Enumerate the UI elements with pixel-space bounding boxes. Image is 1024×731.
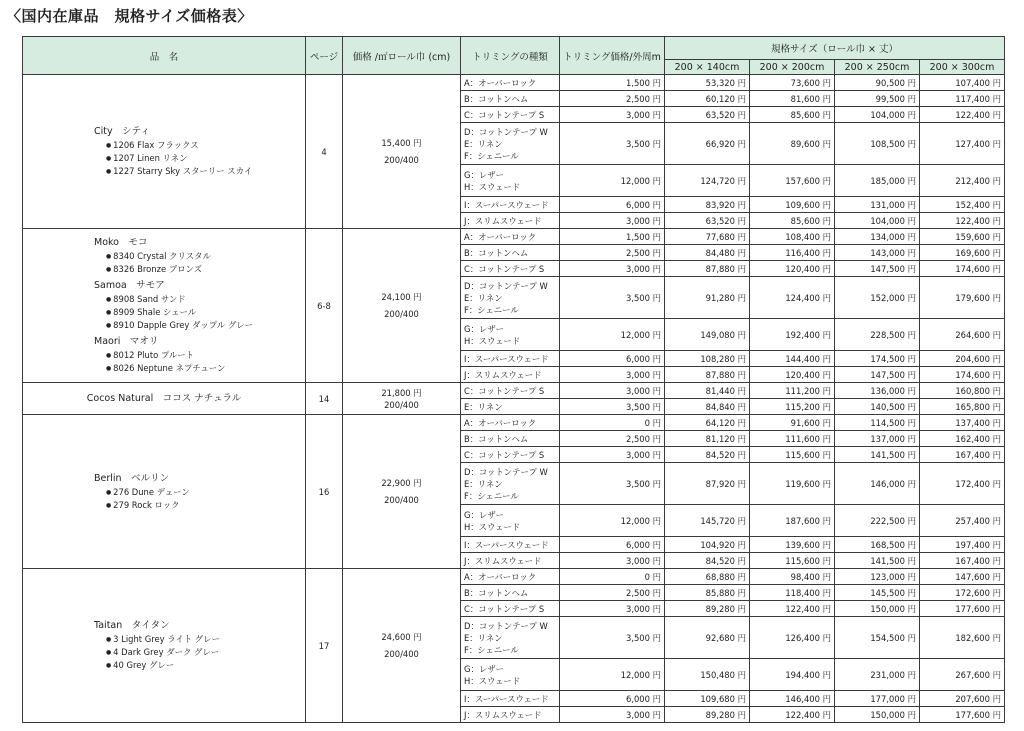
size-price: 73,600 円 xyxy=(750,75,835,91)
size-price: 267,600 円 xyxy=(920,659,1005,691)
trim-price: 2,500 円 xyxy=(560,431,665,447)
trim-type-label: C：コットンテープ S xyxy=(464,449,545,460)
size-price: 141,500 円 xyxy=(835,553,920,569)
trim-type-label: A：オーバーロック xyxy=(464,417,537,428)
size-price: 146,400 円 xyxy=(750,691,835,707)
size-price: 159,600 円 xyxy=(920,229,1005,245)
page-title: 〈国内在庫品 規格サイズ価格表〉 xyxy=(6,7,253,25)
size-price: 77,680 円 xyxy=(665,229,750,245)
size-price: 137,400 円 xyxy=(920,415,1005,431)
size-price: 172,600 円 xyxy=(920,585,1005,601)
trim-type xyxy=(461,707,560,723)
size-price: 136,000 円 xyxy=(835,383,920,399)
size-price: 145,500 円 xyxy=(835,585,920,601)
trim-price: 3,500 円 xyxy=(560,399,665,415)
price-per-sqm: 15,400 円 xyxy=(381,137,422,148)
price-per-sqm: 24,600 円 xyxy=(381,631,422,642)
table-body xyxy=(23,75,1005,723)
trim-type-label: H：スウェード xyxy=(464,335,521,346)
size-price: 126,400 円 xyxy=(750,617,835,659)
size-price: 104,920 円 xyxy=(665,537,750,553)
product-cell xyxy=(23,229,306,383)
trim-type-label: B：コットンヘム xyxy=(464,93,529,104)
size-price: 157,600 円 xyxy=(750,165,835,197)
size-price: 264,600 円 xyxy=(920,319,1005,351)
size-price: 114,500 円 xyxy=(835,415,920,431)
trim-type xyxy=(461,383,560,399)
size-price: 81,600 円 xyxy=(750,91,835,107)
trim-price: 12,000 円 xyxy=(560,319,665,351)
size-price: 150,480 円 xyxy=(665,659,750,691)
size-price: 174,600 円 xyxy=(920,261,1005,277)
product-name: Taitan タイタン xyxy=(94,620,170,631)
size-price: 152,000 円 xyxy=(835,277,920,319)
product-variant: ● 8909 Shale シェール xyxy=(26,306,302,319)
product-cell xyxy=(23,415,306,569)
size-price: 68,880 円 xyxy=(665,569,750,585)
price-per-sqm: 21,800 円 xyxy=(381,387,422,398)
size-price: 172,400 円 xyxy=(920,463,1005,505)
trim-type xyxy=(461,75,560,91)
trim-type xyxy=(461,229,560,245)
trim-price: 12,000 円 xyxy=(560,165,665,197)
roll-width: 200/400 xyxy=(384,308,419,319)
trim-type xyxy=(461,165,560,197)
product-name: Moko モコ xyxy=(94,237,148,248)
roll-width: 200/400 xyxy=(384,494,419,505)
trim-type-label: F：シェニール xyxy=(464,150,519,161)
size-price: 89,280 円 xyxy=(665,707,750,723)
size-price: 145,720 円 xyxy=(665,505,750,537)
header-sizes-group: 規格サイズ（ロール巾 × 丈） xyxy=(665,37,1005,60)
size-price: 63,520 円 xyxy=(665,213,750,229)
size-price: 147,600 円 xyxy=(920,569,1005,585)
size-price: 207,600 円 xyxy=(920,691,1005,707)
size-price: 134,000 円 xyxy=(835,229,920,245)
size-price: 162,400 円 xyxy=(920,431,1005,447)
size-price: 109,680 円 xyxy=(665,691,750,707)
size-price: 137,000 円 xyxy=(835,431,920,447)
size-price: 192,400 円 xyxy=(750,319,835,351)
trim-type-label: F：シェニール xyxy=(464,304,519,315)
size-price: 92,680 円 xyxy=(665,617,750,659)
trim-type xyxy=(461,107,560,123)
size-price: 143,000 円 xyxy=(835,245,920,261)
trim-price: 3,000 円 xyxy=(560,707,665,723)
roll-width: 200/400 xyxy=(384,399,419,410)
trim-price: 1,500 円 xyxy=(560,229,665,245)
trim-price: 3,000 円 xyxy=(560,107,665,123)
size-price: 177,600 円 xyxy=(920,707,1005,723)
trim-price: 3,000 円 xyxy=(560,447,665,463)
trim-price: 3,000 円 xyxy=(560,213,665,229)
size-price: 66,920 円 xyxy=(665,123,750,165)
trim-type-label: C：コットンテープ S xyxy=(464,263,545,274)
size-price: 98,400 円 xyxy=(750,569,835,585)
trim-type-label: E：リネン xyxy=(464,478,503,489)
size-price: 115,200 円 xyxy=(750,399,835,415)
product-name: Berlin ベルリン xyxy=(94,472,170,484)
product-variant: ● 1206 Flax フラックス xyxy=(26,139,302,152)
trim-type-label: B：コットンヘム xyxy=(464,247,529,258)
roll-width: 200/400 xyxy=(384,648,419,659)
trim-price: 3,500 円 xyxy=(560,463,665,505)
header-size-col: 200 × 250cm xyxy=(835,60,920,75)
trim-type-label: H：スウェード xyxy=(464,521,521,532)
size-price: 197,400 円 xyxy=(920,537,1005,553)
trim-type-label: I：スーパースウェード xyxy=(464,199,549,210)
size-price: 174,600 円 xyxy=(920,367,1005,383)
trim-type-label: C：コットンテープ S xyxy=(464,109,545,120)
trim-price: 1,500 円 xyxy=(560,75,665,91)
trim-price: 6,000 円 xyxy=(560,691,665,707)
page-number: 4 xyxy=(306,75,343,229)
size-price: 111,600 円 xyxy=(750,431,835,447)
trim-type xyxy=(461,463,560,505)
trim-type-label: E：リネン xyxy=(464,292,503,303)
trim-type xyxy=(461,261,560,277)
product-name: City シティ xyxy=(94,126,150,137)
size-price: 167,400 円 xyxy=(920,447,1005,463)
product-cell xyxy=(23,569,306,723)
size-price: 115,600 円 xyxy=(750,447,835,463)
size-price: 228,500 円 xyxy=(835,319,920,351)
trim-price: 3,000 円 xyxy=(560,383,665,399)
trim-price: 3,500 円 xyxy=(560,277,665,319)
trim-price: 0 円 xyxy=(560,415,665,431)
size-price: 150,000 円 xyxy=(835,707,920,723)
size-price: 194,400 円 xyxy=(750,659,835,691)
size-price: 117,400 円 xyxy=(920,91,1005,107)
size-price: 115,600 円 xyxy=(750,553,835,569)
trim-type xyxy=(461,399,560,415)
size-price: 64,120 円 xyxy=(665,415,750,431)
header-size-col: 200 × 300cm xyxy=(920,60,1005,75)
trim-type xyxy=(461,553,560,569)
size-price: 120,400 円 xyxy=(750,367,835,383)
trim-type-label: D：コットンテープ W xyxy=(464,620,548,631)
table-row xyxy=(23,569,1005,585)
size-price: 123,000 円 xyxy=(835,569,920,585)
trim-type xyxy=(461,415,560,431)
price-cell xyxy=(343,569,461,723)
size-price: 119,600 円 xyxy=(750,463,835,505)
header-size-col: 200 × 200cm xyxy=(750,60,835,75)
trim-type xyxy=(461,213,560,229)
product-name: Cocos Natural ココス ナチュラル xyxy=(86,392,242,404)
product-variant: ● 8026 Neptune ネプチューン xyxy=(26,362,302,375)
price-table xyxy=(22,36,1005,723)
size-price: 147,500 円 xyxy=(835,261,920,277)
page-number: 14 xyxy=(306,383,343,415)
size-price: 168,500 円 xyxy=(835,537,920,553)
trim-price: 6,000 円 xyxy=(560,351,665,367)
size-price: 91,600 円 xyxy=(750,415,835,431)
size-price: 81,440 円 xyxy=(665,383,750,399)
trim-price: 3,000 円 xyxy=(560,367,665,383)
size-price: 108,400 円 xyxy=(750,229,835,245)
table-row xyxy=(23,75,1005,91)
size-price: 147,500 円 xyxy=(835,367,920,383)
trim-type-label: B：コットンヘム xyxy=(464,433,529,444)
size-price: 111,200 円 xyxy=(750,383,835,399)
trim-type xyxy=(461,197,560,213)
size-price: 85,880 円 xyxy=(665,585,750,601)
product-variant: ● 8910 Dapple Grey ダップル グレー xyxy=(26,319,302,332)
size-price: 109,600 円 xyxy=(750,197,835,213)
trim-type-label: E：リネン xyxy=(464,138,503,149)
page-number: 16 xyxy=(306,415,343,569)
trim-price: 3,000 円 xyxy=(560,261,665,277)
trim-price: 2,500 円 xyxy=(560,245,665,261)
price-per-sqm: 22,900 円 xyxy=(381,477,422,488)
size-price: 85,600 円 xyxy=(750,213,835,229)
size-price: 87,920 円 xyxy=(665,463,750,505)
page-number: 17 xyxy=(306,569,343,723)
product-variant: ● 8340 Crystal クリスタル xyxy=(26,250,302,263)
price-cell xyxy=(343,415,461,569)
trim-type-label: I：スーパースウェード xyxy=(464,539,549,550)
size-price: 141,500 円 xyxy=(835,447,920,463)
size-price: 144,400 円 xyxy=(750,351,835,367)
table-row xyxy=(23,383,1005,399)
trim-type-label: A：オーバーロック xyxy=(464,77,537,88)
size-price: 99,500 円 xyxy=(835,91,920,107)
size-price: 104,000 円 xyxy=(835,107,920,123)
product-variant: ● 3 Light Grey ライト グレー xyxy=(26,633,302,646)
trim-type-label: H：スウェード xyxy=(464,181,521,192)
trim-price: 6,000 円 xyxy=(560,537,665,553)
size-price: 185,000 円 xyxy=(835,165,920,197)
trim-type-label: F：シェニール xyxy=(464,644,519,655)
size-price: 89,280 円 xyxy=(665,601,750,617)
header-trim-type: トリミングの種類 xyxy=(461,37,560,75)
size-price: 60,120 円 xyxy=(665,91,750,107)
size-price: 84,520 円 xyxy=(665,553,750,569)
size-price: 257,400 円 xyxy=(920,505,1005,537)
trim-price: 12,000 円 xyxy=(560,505,665,537)
size-price: 63,520 円 xyxy=(665,107,750,123)
trim-price: 12,000 円 xyxy=(560,659,665,691)
trim-type-label: C：コットンテープ S xyxy=(464,385,545,396)
size-price: 150,000 円 xyxy=(835,601,920,617)
size-price: 154,500 円 xyxy=(835,617,920,659)
trim-type-label: D：コットンテープ W xyxy=(464,466,548,477)
size-price: 131,000 円 xyxy=(835,197,920,213)
size-price: 139,600 円 xyxy=(750,537,835,553)
trim-type xyxy=(461,277,560,319)
size-price: 91,280 円 xyxy=(665,277,750,319)
trim-type-label: B：コットンヘム xyxy=(464,587,529,598)
trim-type xyxy=(461,447,560,463)
header-name: 品 名 xyxy=(23,37,306,75)
trim-type-label: G：レザー xyxy=(464,663,504,674)
trim-price: 6,000 円 xyxy=(560,197,665,213)
trim-price: 3,500 円 xyxy=(560,123,665,165)
size-price: 84,480 円 xyxy=(665,245,750,261)
trim-type xyxy=(461,91,560,107)
trim-type-label: H：スウェード xyxy=(464,675,521,686)
size-price: 165,800 円 xyxy=(920,399,1005,415)
product-name: Samoa サモア xyxy=(94,280,165,291)
size-price: 107,400 円 xyxy=(920,75,1005,91)
trim-type-label: G：レザー xyxy=(464,169,504,180)
trim-type xyxy=(461,617,560,659)
header-size-col: 200 × 140cm xyxy=(665,60,750,75)
product-cell xyxy=(23,383,306,415)
size-price: 204,600 円 xyxy=(920,351,1005,367)
product-name: Maori マオリ xyxy=(94,336,159,347)
size-price: 83,920 円 xyxy=(665,197,750,213)
size-price: 140,500 円 xyxy=(835,399,920,415)
size-price: 231,000 円 xyxy=(835,659,920,691)
size-price: 124,720 円 xyxy=(665,165,750,197)
trim-type xyxy=(461,351,560,367)
size-price: 160,800 円 xyxy=(920,383,1005,399)
trim-type-label: E：リネン xyxy=(464,632,503,643)
trim-price: 2,500 円 xyxy=(560,585,665,601)
trim-type xyxy=(461,601,560,617)
trim-type-label: J：スリムスウェード xyxy=(464,709,542,720)
price-cell xyxy=(343,229,461,383)
table-row xyxy=(23,415,1005,431)
page-number: 6-8 xyxy=(306,229,343,383)
trim-price: 3,000 円 xyxy=(560,601,665,617)
product-variant: ● 276 Dune デューン xyxy=(26,486,302,499)
product-variant: ● 40 Grey グレー xyxy=(26,659,302,672)
trim-type-label: J：スリムスウェード xyxy=(464,215,542,226)
price-cell xyxy=(343,383,461,415)
product-variant: ● 279 Rock ロック xyxy=(26,499,302,512)
size-price: 81,120 円 xyxy=(665,431,750,447)
trim-type-label: I：スーパースウェード xyxy=(464,353,549,364)
trim-type xyxy=(461,691,560,707)
trim-type xyxy=(461,367,560,383)
size-price: 149,080 円 xyxy=(665,319,750,351)
size-price: 120,400 円 xyxy=(750,261,835,277)
trim-price: 3,000 円 xyxy=(560,553,665,569)
size-price: 87,880 円 xyxy=(665,261,750,277)
size-price: 53,320 円 xyxy=(665,75,750,91)
size-price: 87,880 円 xyxy=(665,367,750,383)
trim-type-label: C：コットンテープ S xyxy=(464,603,545,614)
size-price: 84,840 円 xyxy=(665,399,750,415)
trim-price: 3,500 円 xyxy=(560,617,665,659)
product-variant: ● 8012 Pluto プルート xyxy=(26,349,302,362)
trim-type-label: E：リネン xyxy=(464,401,503,412)
size-price: 90,500 円 xyxy=(835,75,920,91)
size-price: 182,600 円 xyxy=(920,617,1005,659)
product-variant: ● 1207 Linen リネン xyxy=(26,152,302,165)
size-price: 122,400 円 xyxy=(920,107,1005,123)
trim-type-label: J：スリムスウェード xyxy=(464,369,542,380)
roll-width: 200/400 xyxy=(384,154,419,165)
trim-type xyxy=(461,319,560,351)
size-price: 169,600 円 xyxy=(920,245,1005,261)
trim-price: 2,500 円 xyxy=(560,91,665,107)
trim-type xyxy=(461,569,560,585)
product-variant: ● 4 Dark Grey ダーク グレー xyxy=(26,646,302,659)
product-variant: ● 8908 Sand サンド xyxy=(26,293,302,306)
trim-type xyxy=(461,659,560,691)
product-variant: ● 8326 Bronze ブロンズ xyxy=(26,263,302,276)
trim-type-label: A：オーバーロック xyxy=(464,231,537,242)
size-price: 174,500 円 xyxy=(835,351,920,367)
product-cell xyxy=(23,75,306,229)
trim-type-label: J：スリムスウェード xyxy=(464,555,542,566)
trim-type xyxy=(461,585,560,601)
size-price: 146,000 円 xyxy=(835,463,920,505)
size-price: 167,400 円 xyxy=(920,553,1005,569)
trim-type xyxy=(461,505,560,537)
size-price: 124,400 円 xyxy=(750,277,835,319)
table-row xyxy=(23,229,1005,245)
header-page: ページ xyxy=(306,37,343,75)
size-price: 187,600 円 xyxy=(750,505,835,537)
trim-type-label: D：コットンテープ W xyxy=(464,126,548,137)
header-trim-price: トリミング価格/外周m xyxy=(560,37,665,75)
size-price: 177,600 円 xyxy=(920,601,1005,617)
size-price: 179,600 円 xyxy=(920,277,1005,319)
price-per-sqm: 24,100 円 xyxy=(381,291,422,302)
trim-type-label: G：レザー xyxy=(464,509,504,520)
trim-price: 0 円 xyxy=(560,569,665,585)
product-variant: ● 1227 Starry Sky スターリー スカイ xyxy=(26,165,302,178)
size-price: 122,400 円 xyxy=(750,707,835,723)
size-price: 108,280 円 xyxy=(665,351,750,367)
trim-type-label: F：シェニール xyxy=(464,490,519,501)
trim-type-label: D：コットンテープ W xyxy=(464,280,548,291)
trim-type-label: I：スーパースウェード xyxy=(464,693,549,704)
size-price: 177,000 円 xyxy=(835,691,920,707)
trim-type xyxy=(461,245,560,261)
trim-type xyxy=(461,431,560,447)
price-cell xyxy=(343,75,461,229)
header-price: 価格 /㎡ロール巾 (cm) xyxy=(343,37,461,75)
size-price: 122,400 円 xyxy=(750,601,835,617)
trim-type xyxy=(461,123,560,165)
size-price: 122,400 円 xyxy=(920,213,1005,229)
size-price: 152,400 円 xyxy=(920,197,1005,213)
size-price: 108,500 円 xyxy=(835,123,920,165)
trim-type-label: G：レザー xyxy=(464,323,504,334)
size-price: 85,600 円 xyxy=(750,107,835,123)
size-price: 116,400 円 xyxy=(750,245,835,261)
size-price: 127,400 円 xyxy=(920,123,1005,165)
size-price: 89,600 円 xyxy=(750,123,835,165)
trim-type-label: A：オーバーロック xyxy=(464,571,537,582)
size-price: 212,400 円 xyxy=(920,165,1005,197)
size-price: 118,400 円 xyxy=(750,585,835,601)
size-price: 104,000 円 xyxy=(835,213,920,229)
size-price: 84,520 円 xyxy=(665,447,750,463)
size-price: 222,500 円 xyxy=(835,505,920,537)
trim-type xyxy=(461,537,560,553)
